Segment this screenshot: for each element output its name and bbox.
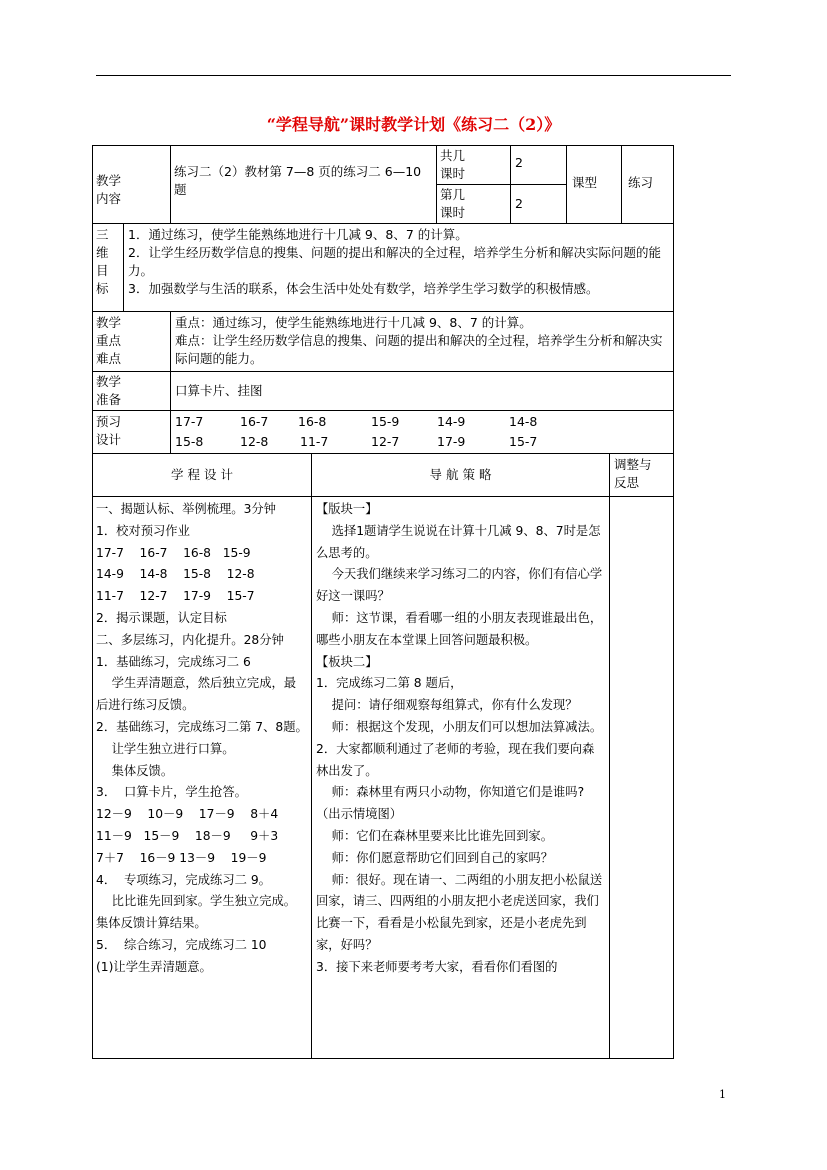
goal-item: 2．让学生经历数学信息的搜集、问题的提出和解决的全过程，培养学生分析和解决实际问题的能力。 (128, 245, 661, 278)
preview-label: 预习 设计 (96, 414, 122, 447)
design-line: 11－9 15－9 18－9 9＋3 (96, 828, 279, 843)
design-column (96, 499, 308, 979)
preview-item: 11-7 (300, 434, 329, 449)
goal-item: 1．通过练习，使学生能熟练地进行十几减 9、8、7 的计算。 (128, 227, 468, 242)
design-line: 7＋7 16－9 13－9 19－9 (96, 850, 267, 865)
strategy-line: 选择1题请学生说说在计算十几减 9、8、7时是怎么思考的。 (316, 523, 601, 560)
strategy-line: 提问：请仔细观察每组算式，你有什么发现？ (316, 698, 578, 713)
page-number: 1 (719, 1088, 726, 1101)
strategy-line: 1．完成练习二第 8 题后， (316, 676, 463, 691)
preview-item: 14-9 (437, 414, 466, 429)
preview-item: 17-7 (175, 414, 204, 429)
strategy-line: 【版块一】 (316, 502, 378, 516)
strategy-line: 3．接下来老师要考考大家，看看你们看图的 (316, 959, 558, 974)
preview-item: 15-7 (509, 434, 538, 449)
preview-item: 15-8 (175, 434, 204, 449)
design-line: 1．基础练习，完成练习二 6 (96, 654, 251, 669)
key-content (175, 314, 669, 368)
preview-item: 15-9 (371, 414, 400, 429)
goals-list (128, 226, 670, 298)
design-line: 1．校对预习作业 (96, 523, 190, 538)
preview-item: 17-9 (437, 434, 466, 449)
prep-value: 口算卡片、挂图 (175, 383, 263, 398)
page-title: “学程导航”课时教学计划《练习二（2）》 (266, 115, 561, 134)
preview-item: 12-8 (240, 434, 269, 449)
design-line: 5． 综合练习，完成练习二 10 (96, 937, 267, 952)
content-label: 教学 内容 (96, 173, 122, 206)
adjust-column-header: 调整与 反思 (614, 457, 652, 490)
key-point: 重点：通过练习，使学生能熟练地进行十几减 9、8、7 的计算。 (175, 315, 532, 330)
goal-item: 3．加强数学与生活的联系，体会生活中处处有数学，培养学生学习数学的积极情感。 (128, 281, 599, 296)
total-hours-value: 2 (515, 155, 523, 170)
design-line: 集体反馈。 (96, 763, 174, 778)
preview-item: 14-8 (509, 414, 538, 429)
strategy-line: 今天我们继续来学习练习二的内容，你们有信心学好这一课吗？ (316, 567, 603, 604)
which-hour-value: 2 (515, 196, 523, 211)
design-line: 14-9 14-8 15-8 12-8 (96, 567, 255, 582)
strategy-line: 师：你们愿意帮助它们回到自己的家吗？ (316, 850, 553, 865)
design-line: 学生弄清题意，然后独立完成，最后进行练习反馈。 (96, 676, 297, 713)
which-hour-label: 第几 课时 (440, 187, 466, 220)
design-line: 17-7 16-7 16-8 15-9 (96, 545, 251, 560)
lesson-type-value: 练习 (628, 175, 654, 190)
content-value: 练习二（2）教材第 7—8 页的练习二 6—10 题 (174, 164, 422, 197)
prep-label: 教学 准备 (96, 374, 122, 407)
total-hours-label: 共几 课时 (440, 148, 466, 181)
header-rule (96, 75, 731, 76)
strategy-line: 师：森林里有两只小动物，你知道它们是谁吗?（出示情境图） (316, 785, 585, 822)
lesson-type-label: 课型 (572, 175, 598, 190)
design-line: 让学生独立进行口算。 (96, 741, 235, 756)
design-line: 3． 口算卡片，学生抢答。 (96, 785, 247, 800)
design-line: 2．基础练习，完成练习二第 7、8题。 (96, 719, 308, 734)
design-line: 二、多层练习，内化提升。28分钟 (96, 632, 284, 647)
design-line: (1)让学生弄清题意。 (96, 959, 212, 974)
design-line: 比比谁先回到家。学生独立完成。集体反馈计算结果。 (96, 894, 297, 931)
design-line: 11-7 12-7 17-9 15-7 (96, 589, 255, 604)
strategy-line: 【板块二】 (316, 654, 378, 669)
strategy-line: 师：它们在森林里要来比比谁先回到家。 (316, 828, 553, 843)
design-line: 12－9 10－9 17－9 8＋4 (96, 807, 279, 822)
design-line: 4． 专项练习，完成练习二 9。 (96, 872, 271, 887)
strategy-column-header: 导 航 策 略 (429, 467, 492, 482)
preview-item: 16-7 (240, 414, 269, 429)
design-line: 一、揭题认标、举例梳理。3分钟 (96, 502, 276, 516)
strategy-line: 师：很好。现在请一、二两组的小朋友把小松鼠送回家，请三、四两组的小朋友把小老虎送回家，我们比赛一下，看看是小松鼠先到家，还是小老虎先到家，好吗？ (316, 872, 603, 952)
strategy-column (316, 499, 606, 979)
preview-item: 12-7 (371, 434, 400, 449)
key-label: 教学 重点 难点 (96, 315, 122, 366)
goals-label: 三 维 目 标 (96, 227, 109, 296)
difficult-point: 难点：让学生经历数学信息的搜集、问题的提出和解决的全过程，培养学生分析和解决实际问题的能力。 (175, 333, 663, 366)
strategy-line: 2．大家都顺利通过了老师的考验，现在我们要向森林出发了。 (316, 741, 595, 778)
strategy-line: 师：这节课，看看哪一组的小朋友表现谁最出色，哪些小朋友在本堂课上回答问题最积极。 (316, 610, 603, 647)
design-line: 2．揭示课题，认定目标 (96, 610, 227, 625)
preview-item: 16-8 (298, 414, 327, 429)
strategy-line: 师：根据这个发现，小朋友们可以想加法算减法。 (316, 719, 603, 734)
design-column-header: 学 程 设 计 (171, 467, 233, 482)
